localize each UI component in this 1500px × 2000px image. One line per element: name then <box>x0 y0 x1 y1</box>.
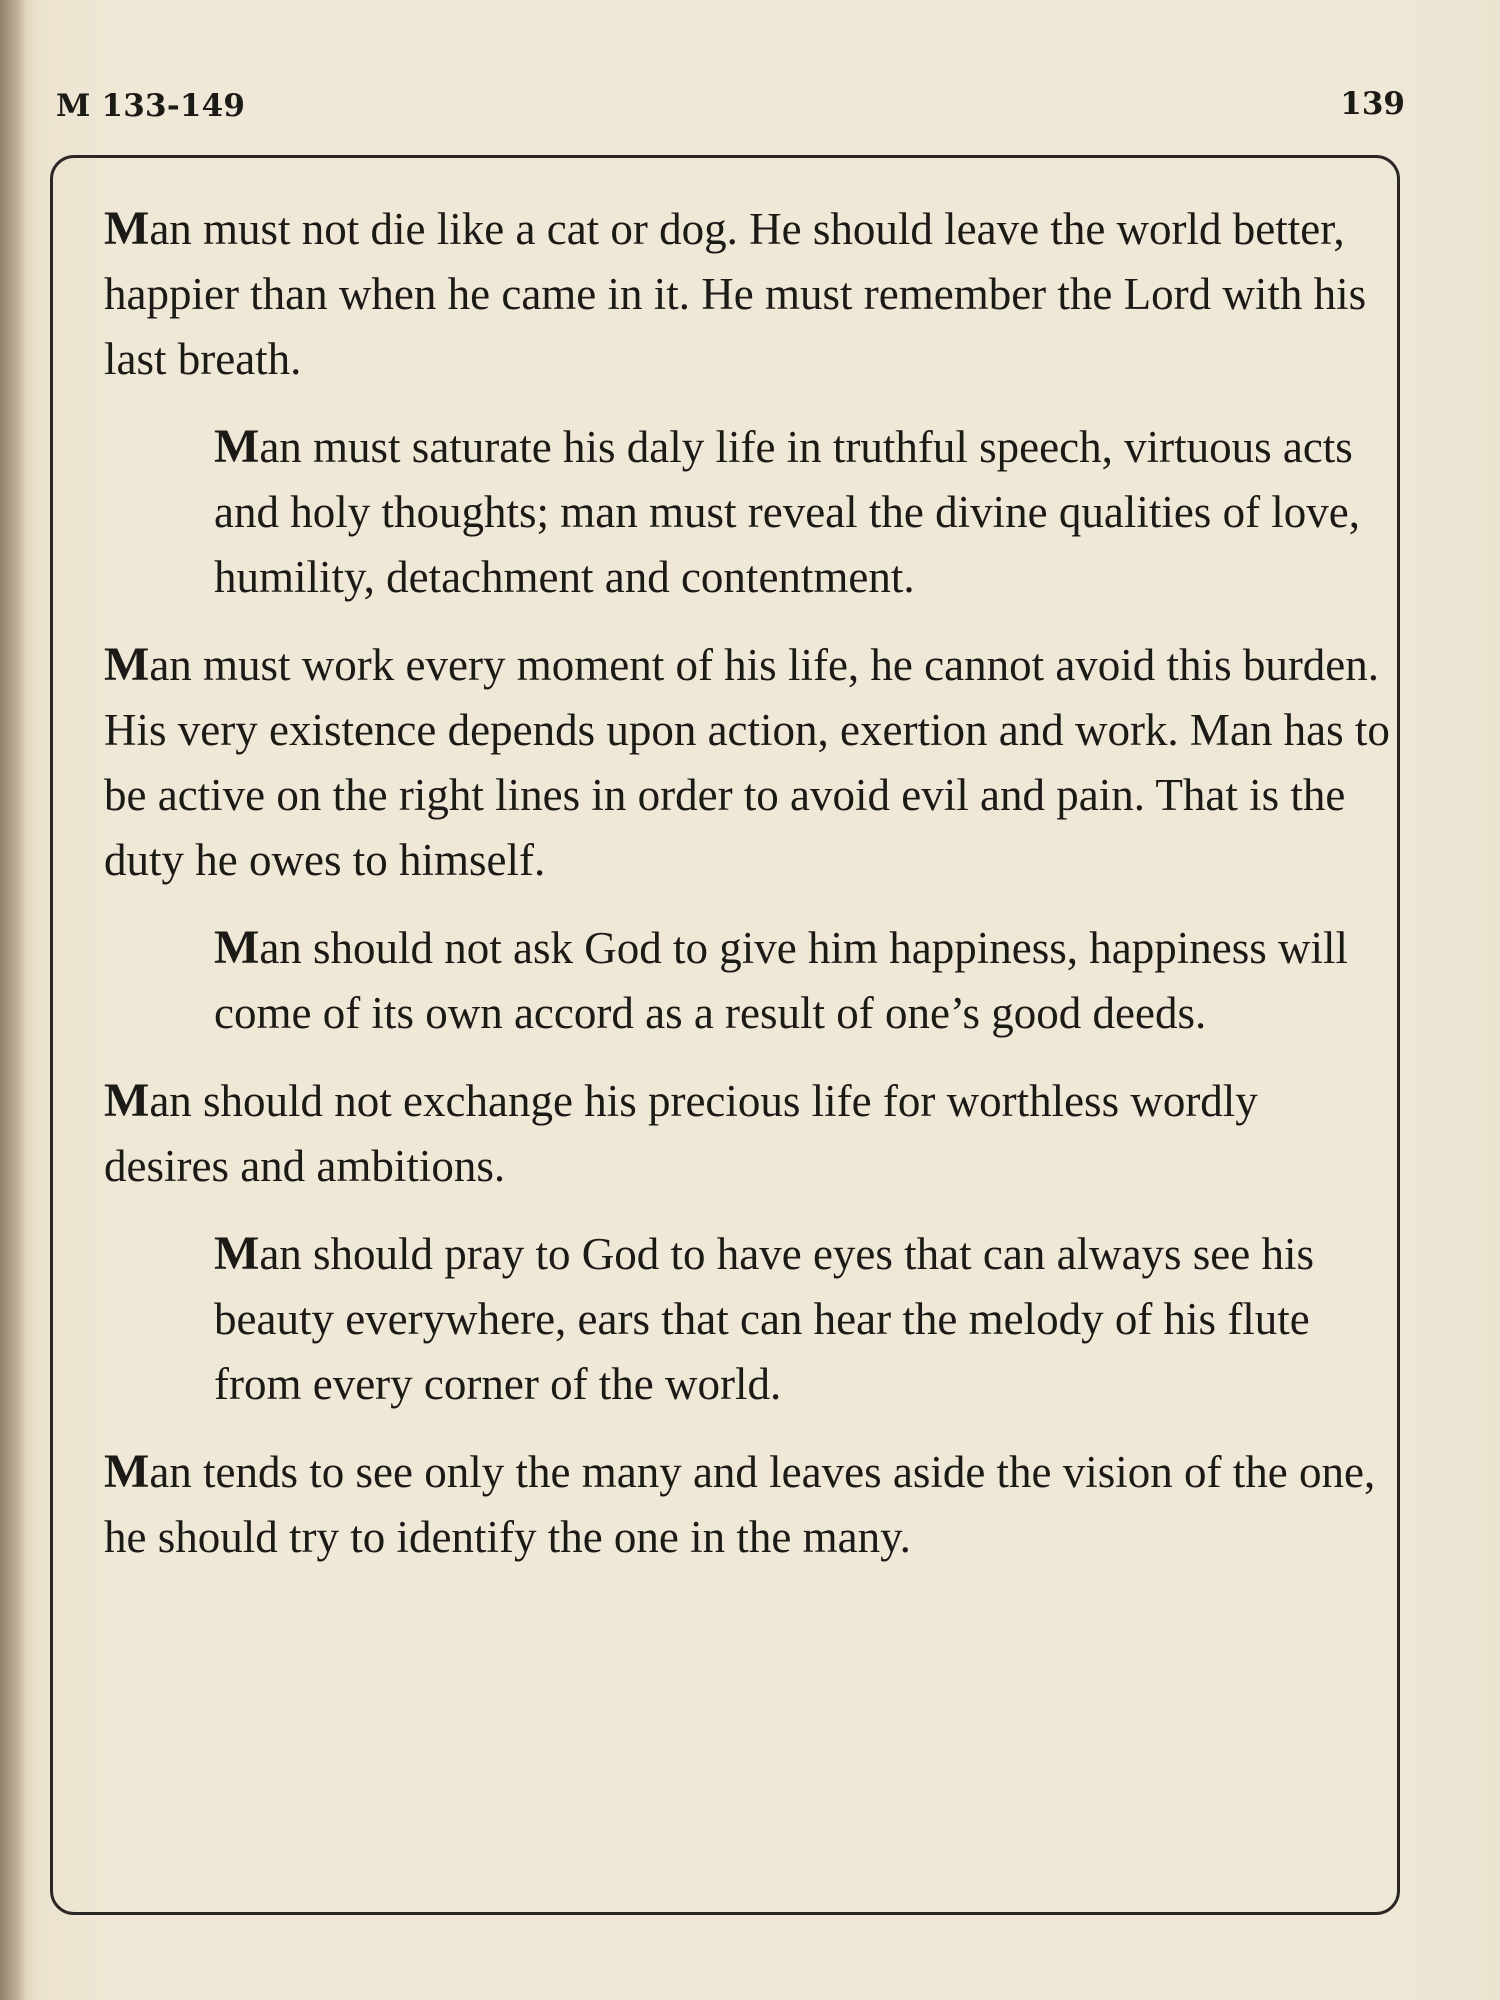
drop-letter: M <box>214 921 260 974</box>
section-reference: M 133-149 <box>56 88 246 124</box>
paragraph-4 <box>214 915 1394 1046</box>
drop-letter: M <box>104 1074 150 1127</box>
drop-letter: M <box>214 1227 260 1280</box>
paragraph-text: an must not die like a cat or dog. He should leave the world better, happier than when he came in it. He must remember the Lord with his last breath. <box>104 204 1367 384</box>
paragraph-text: an should pray to God to have eyes that can always see his beauty everywhere, ears that can hear the melody of his flute from every corner of the world. <box>214 1229 1315 1409</box>
page-number: 139 <box>1340 86 1405 122</box>
spine-shadow <box>0 0 26 2000</box>
paragraph-text: an must work every moment of his life, he cannot avoid this burden. His very existence depends upon action, exertion and work. Man has to be active on the right lines in order to avoid evil and pain. That is the duty he owes to himself. <box>104 640 1390 885</box>
paragraph-3 <box>104 632 1394 893</box>
drop-letter: M <box>104 1445 150 1498</box>
paragraph-text: an tends to see only the many and leaves aside the vision of the one, he should try to identify the one in the many. <box>104 1447 1376 1562</box>
paragraph-text: an should not ask God to give him happiness, happiness will come of its own accord as a result of one’s good deeds. <box>214 923 1348 1038</box>
paragraph-2 <box>214 414 1394 610</box>
paragraph-5 <box>104 1068 1394 1199</box>
paragraph-text: an must saturate his daly life in truthful speech, virtuous acts and holy thoughts; man must reveal the divine qualities of love, humility, detachment and contentment. <box>214 422 1361 602</box>
paragraph-text: an should not exchange his precious life for worthless wordly desires and ambitions. <box>104 1076 1258 1191</box>
quote-text-block <box>104 196 1394 1570</box>
paragraph-6 <box>214 1221 1394 1417</box>
paragraph-1 <box>104 196 1394 392</box>
drop-letter: M <box>214 420 260 473</box>
drop-letter: M <box>104 638 150 691</box>
drop-letter: M <box>104 202 150 255</box>
paragraph-7 <box>104 1439 1394 1570</box>
